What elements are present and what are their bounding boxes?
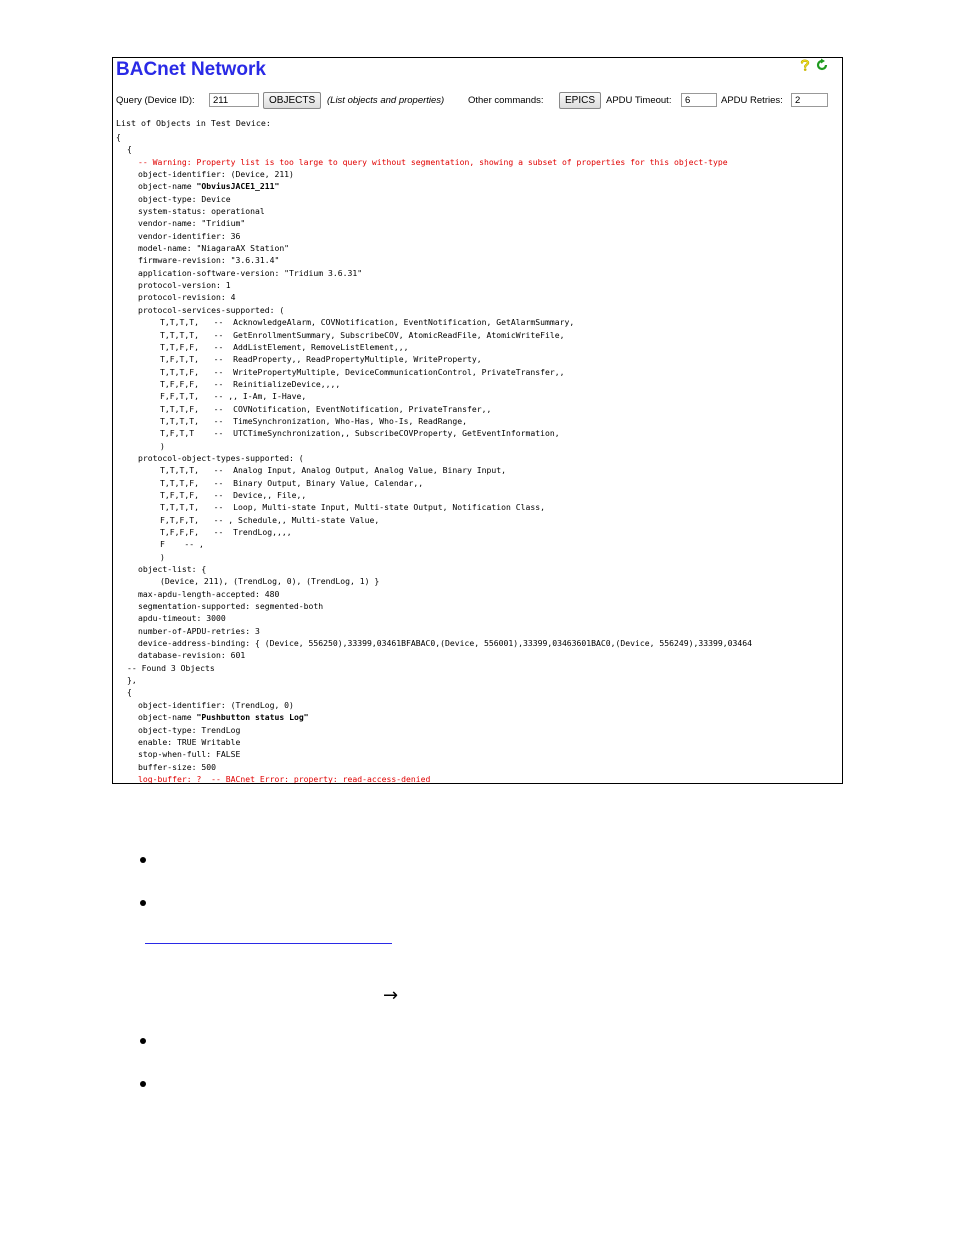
apdu-timeout-input[interactable] <box>681 93 717 107</box>
listing-line-text: number-of-APDU-retries: 3 <box>138 625 260 636</box>
apdu-retries-input[interactable] <box>791 93 828 107</box>
listing-line-text: ) <box>160 440 165 451</box>
listing-line-text: T,T,T,T, -- GetEnrollmentSummary, SubscribeCOV, AtomicReadFile, AtomicWriteFile, <box>160 329 565 340</box>
listing-line <box>116 489 752 501</box>
listing-line <box>116 341 752 353</box>
listing-line-bold: "ObviusJACE1_211" <box>196 181 280 192</box>
listing-line-text: firmware-revision: "3.6.31.4" <box>138 255 280 266</box>
listing-line-text: buffer-size: 500 <box>138 761 216 772</box>
listing-line <box>116 612 752 624</box>
listing-line <box>116 230 752 242</box>
listing-line <box>116 773 752 784</box>
listing-line-text: object-identifier: (Device, 211) <box>138 169 294 180</box>
listing-line <box>116 662 752 674</box>
listing-line <box>116 329 752 341</box>
listing-line-bold: "Pushbutton status Log" <box>196 712 309 723</box>
refresh-icon[interactable] <box>815 58 829 72</box>
listing-line-text: F,T,F,T, -- , Schedule,, Multi-state Value, <box>160 514 380 525</box>
list-bullet <box>140 1081 146 1087</box>
listing-line <box>116 143 752 155</box>
list-bullet <box>140 857 146 863</box>
listing-line <box>116 748 752 760</box>
listing-line-text: -- Warning: Property list is too large to query without segmentation, showing a subset of properties for this object-type <box>138 156 728 167</box>
listing-line-text: model-name: "NiagaraAX Station" <box>138 243 290 254</box>
listing-line-text: vendor-identifier: 36 <box>138 230 241 241</box>
listing-line-text: (Device, 211), (TrendLog, 0), (TrendLog, 1) } <box>160 576 380 587</box>
objects-hint: (List objects and properties) <box>327 95 445 106</box>
query-label: Query (Device ID): <box>116 95 195 106</box>
listing-line <box>116 316 752 328</box>
listing-line <box>116 291 752 303</box>
listing-line <box>116 575 752 587</box>
help-icon[interactable] <box>798 58 812 72</box>
listing-line-text: { <box>116 132 121 142</box>
listing-line-text: T,T,F,F, -- AddListElement, RemoveListElement,,, <box>160 341 409 352</box>
listing-line <box>116 378 752 390</box>
epics-button[interactable]: EPICS <box>559 92 601 109</box>
listing-line <box>116 501 752 513</box>
listing-line-text: protocol-revision: 4 <box>138 292 236 303</box>
listing-line <box>116 254 752 266</box>
listing-line <box>116 625 752 637</box>
apdu-retries-label: APDU Retries: <box>721 95 783 106</box>
listing-line <box>116 403 752 415</box>
listing-line-text: T,T,T,T, -- Loop, Multi-state Input, Multi-state Output, Notification Class, <box>160 502 545 513</box>
device-id-input[interactable] <box>209 93 259 107</box>
listing-line <box>116 242 752 254</box>
listing-line-text: T,T,T,F, -- WritePropertyMultiple, DeviceCommunicationControl, PrivateTransfer,, <box>160 366 565 377</box>
listing-line-text: segmentation-supported: segmented-both <box>138 601 324 612</box>
listing-line-text: enable: TRUE Writable <box>138 736 241 747</box>
object-list-heading: List of Objects in Test Device: <box>116 118 271 128</box>
panel-title: BACnet Network <box>116 59 266 80</box>
listing-line <box>116 686 752 698</box>
listing-line-text: ) <box>160 551 165 562</box>
listing-line <box>116 588 752 600</box>
right-arrow-icon: → <box>383 985 399 1006</box>
listing-line <box>116 427 752 439</box>
link-underline[interactable] <box>145 943 392 944</box>
listing-line-text: T,T,T,F, -- COVNotification, EventNotification, PrivateTransfer,, <box>160 403 492 414</box>
listing-line <box>116 761 752 773</box>
listing-line-text: }, <box>127 675 137 686</box>
listing-line-text: T,T,T,F, -- Binary Output, Binary Value, Calendar,, <box>160 477 424 488</box>
listing-line <box>116 180 752 192</box>
listing-line-text: { <box>127 144 132 155</box>
listing-line-text: T,T,T,T, -- TimeSynchronization, Who-Has, Who-Is, ReadRange, <box>160 415 467 426</box>
listing-line-text: object-type: TrendLog <box>138 724 241 735</box>
listing-line <box>116 674 752 686</box>
listing-line-text: T,F,T,F, -- Device,, File,, <box>160 489 307 500</box>
listing-line <box>116 440 752 452</box>
listing-line <box>116 131 752 143</box>
listing-line-text: object-type: Device <box>138 193 231 204</box>
listing-line <box>116 724 752 736</box>
listing-line-text: F -- , <box>160 539 204 550</box>
listing-line <box>116 538 752 550</box>
listing-line <box>116 563 752 575</box>
listing-line-text: T,F,T,T, -- ReadProperty,, ReadPropertyMultiple, WriteProperty, <box>160 354 482 365</box>
listing-line <box>116 304 752 316</box>
listing-line-text: object-name <box>138 712 197 723</box>
listing-line-text: protocol-services-supported: ( <box>138 304 285 315</box>
listing-line <box>116 205 752 217</box>
bacnet-network-panel <box>112 57 843 784</box>
list-bullet <box>140 1038 146 1044</box>
listing-line-text: T,T,T,T, -- AcknowledgeAlarm, COVNotification, EventNotification, GetAlarmSummary, <box>160 317 575 328</box>
listing-line-text: protocol-version: 1 <box>138 280 231 291</box>
listing-line <box>116 551 752 563</box>
apdu-timeout-label: APDU Timeout: <box>606 95 672 106</box>
listing-line-text: T,F,F,F, -- ReinitializeDevice,,,, <box>160 378 341 389</box>
listing-line-text: { <box>127 687 132 698</box>
listing-line-text: F,F,T,T, -- ,, I-Am, I-Have, <box>160 391 307 402</box>
listing-line-text: protocol-object-types-supported: ( <box>138 452 304 463</box>
listing-line <box>116 477 752 489</box>
listing-line-text: max-apdu-length-accepted: 480 <box>138 588 280 599</box>
listing-line-text: object-name <box>138 181 197 192</box>
listing-line <box>116 267 752 279</box>
listing-line <box>116 699 752 711</box>
listing-line <box>116 390 752 402</box>
other-commands-label: Other commands: <box>468 95 544 106</box>
listing-line-text: system-status: operational <box>138 206 265 217</box>
listing-line <box>116 415 752 427</box>
listing-line-text: T,T,T,T, -- Analog Input, Analog Output, Analog Value, Binary Input, <box>160 465 506 476</box>
listing-line <box>116 279 752 291</box>
listing-line-text: apdu-timeout: 3000 <box>138 613 226 624</box>
listing-line <box>116 366 752 378</box>
listing-line <box>116 637 752 649</box>
listing-line <box>116 452 752 464</box>
listing-line-text: T,F,F,F, -- TrendLog,,,, <box>160 527 292 537</box>
listing-line-text: object-identifier: (TrendLog, 0) <box>138 699 294 710</box>
listing-line <box>116 711 752 723</box>
list-bullet <box>140 900 146 906</box>
listing-line <box>116 526 752 538</box>
listing-line-text: vendor-name: "Tridium" <box>138 218 246 229</box>
listing-line <box>116 649 752 661</box>
listing-line-text: T,F,T,T -- UTCTimeSynchronization,, SubscribeCOVProperty, GetEventInformation, <box>160 428 560 439</box>
listing-line <box>116 600 752 612</box>
listing-line <box>116 217 752 229</box>
listing-line <box>116 156 752 168</box>
listing-line-text: application-software-version: "Tridium 3.6.31" <box>138 267 363 278</box>
listing-line-text: -- Found 3 Objects <box>127 662 215 673</box>
listing-line-text: log-buffer: ? -- BACnet Error: property: read-access-denied <box>138 773 431 784</box>
listing-line <box>116 464 752 476</box>
listing-line <box>116 353 752 365</box>
listing-line-text: database-revision: 601 <box>138 650 246 661</box>
listing-line-text: object-list: { <box>138 564 207 575</box>
listing-line-text: device-address-binding: { (Device, 556250),33399,03461BFABAC0,(Device, 556001),33399,03463601BAC0,(Device, 556249),33399,03464 <box>138 638 752 649</box>
objects-button[interactable]: OBJECTS <box>263 92 321 109</box>
listing-line <box>116 168 752 180</box>
listing-line <box>116 193 752 205</box>
listing-line <box>116 736 752 748</box>
listing-line <box>116 514 752 526</box>
object-listing <box>116 131 752 784</box>
listing-line-text: stop-when-full: FALSE <box>138 749 241 760</box>
